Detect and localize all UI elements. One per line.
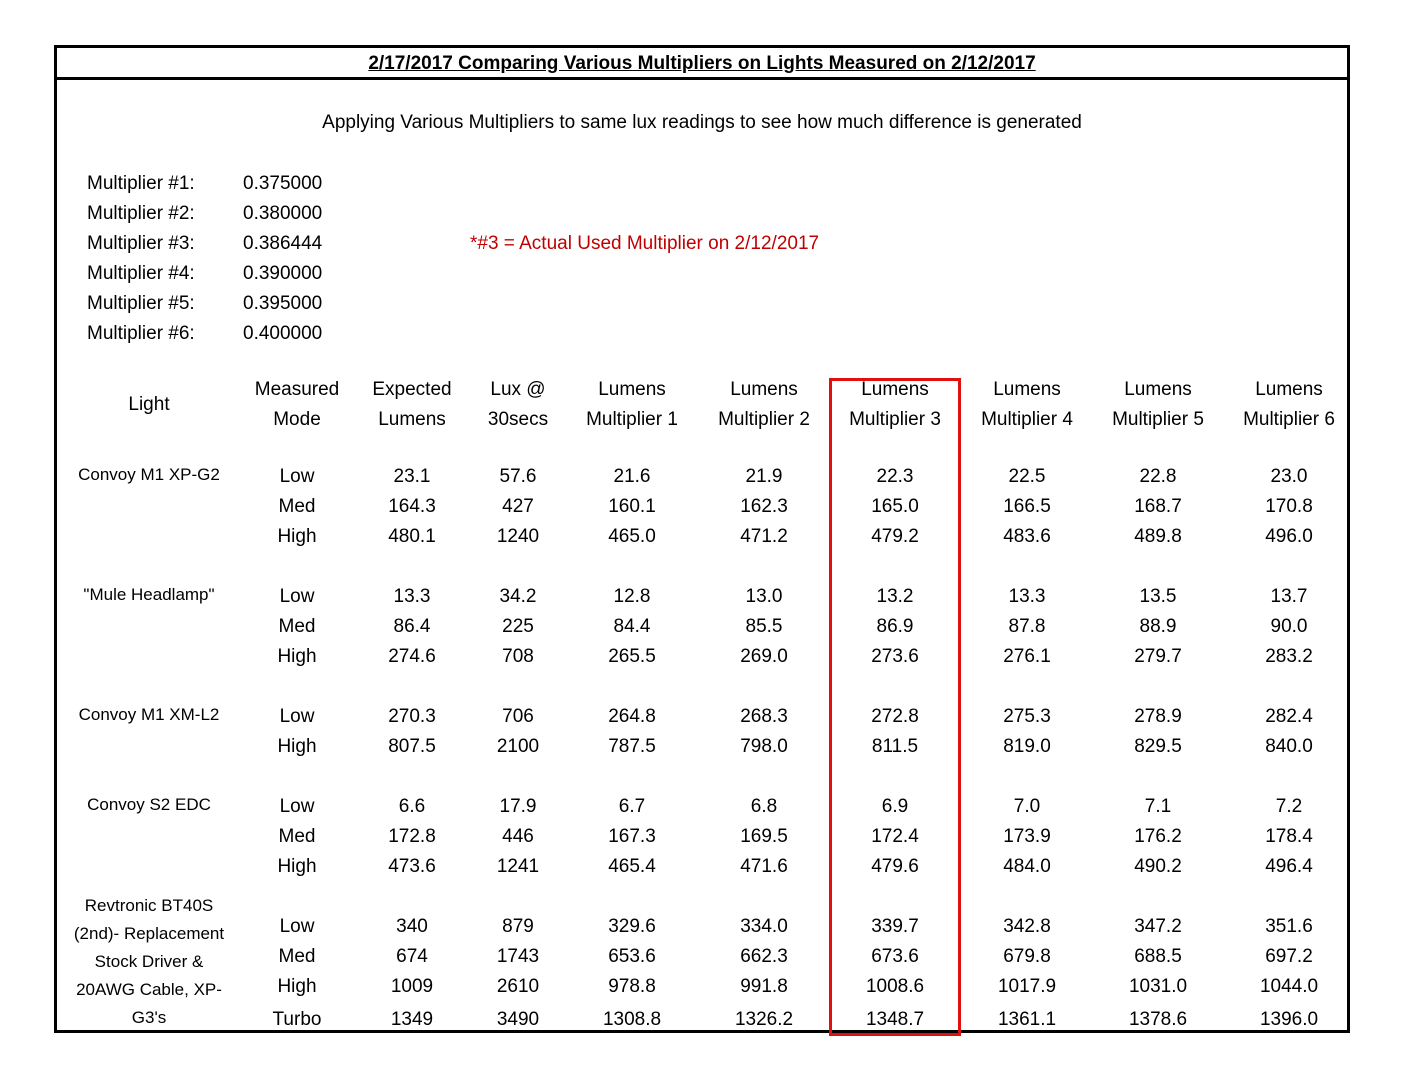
mode-cell: High xyxy=(277,856,317,877)
value-cell: 1031.0 xyxy=(1128,976,1188,997)
column-header-line: Lumens xyxy=(993,379,1061,400)
value-cell: 1378.6 xyxy=(1128,1009,1188,1030)
column-header-line: Multiplier 3 xyxy=(849,409,941,430)
value-cell: 278.9 xyxy=(1134,706,1182,727)
value-cell: 169.5 xyxy=(740,826,788,847)
column-header-line: Lumens xyxy=(1255,379,1323,400)
value-cell: 465.4 xyxy=(608,856,656,877)
value-cell: 12.8 xyxy=(613,586,651,607)
value-cell: 13.2 xyxy=(876,586,914,607)
mode-cell: High xyxy=(277,976,317,997)
value-cell: 798.0 xyxy=(740,736,788,757)
mode-cell: Low xyxy=(279,706,315,727)
light-name-line: G3's xyxy=(131,1008,167,1027)
value-cell: 674 xyxy=(396,946,428,967)
value-cell: 34.2 xyxy=(499,586,537,607)
value-cell: 86.4 xyxy=(393,616,431,637)
value-cell: 13.0 xyxy=(745,586,783,607)
value-cell: 13.5 xyxy=(1139,586,1177,607)
value-cell: 483.6 xyxy=(1003,526,1051,547)
value-cell: 1308.8 xyxy=(602,1009,662,1030)
mode-cell: Turbo xyxy=(272,1009,322,1030)
value-cell: 7.2 xyxy=(1275,796,1303,817)
value-cell: 166.5 xyxy=(1003,496,1051,517)
value-cell: 1241 xyxy=(496,856,540,877)
value-cell: 471.6 xyxy=(740,856,788,877)
light-name-line: Convoy M1 XP-G2 xyxy=(78,465,220,484)
multiplier-row xyxy=(87,319,322,349)
mode-cell: Med xyxy=(278,946,316,967)
column-header-line: Multiplier 1 xyxy=(586,409,678,430)
multiplier-label: Multiplier #1: xyxy=(87,173,195,194)
value-cell: 473.6 xyxy=(388,856,436,877)
value-cell: 1009 xyxy=(390,976,434,997)
value-cell: 164.3 xyxy=(388,496,436,517)
value-cell: 272.8 xyxy=(871,706,919,727)
light-name xyxy=(57,701,241,729)
value-cell: 282.4 xyxy=(1265,706,1313,727)
value-cell: 21.9 xyxy=(745,466,783,487)
value-cell: 23.0 xyxy=(1270,466,1308,487)
multiplier-row xyxy=(87,289,322,319)
light-name xyxy=(57,892,241,1032)
column-header xyxy=(84,390,214,420)
value-cell: 6.9 xyxy=(881,796,909,817)
value-cell: 88.9 xyxy=(1139,616,1177,637)
mode-cell: High xyxy=(277,646,317,667)
column-header-line: Multiplier 6 xyxy=(1243,409,1335,430)
value-cell: 173.9 xyxy=(1003,826,1051,847)
value-cell: 1017.9 xyxy=(997,976,1057,997)
column-header xyxy=(453,375,583,435)
value-cell: 329.6 xyxy=(608,916,656,937)
value-cell: 2100 xyxy=(496,736,540,757)
value-cell: 273.6 xyxy=(871,646,919,667)
value-cell: 829.5 xyxy=(1134,736,1182,757)
light-name-line: "Mule Headlamp" xyxy=(83,585,215,604)
column-header-line: Lumens xyxy=(598,379,666,400)
multiplier-value: 0.390000 xyxy=(243,263,323,284)
value-cell: 13.3 xyxy=(393,586,431,607)
value-cell: 879 xyxy=(502,916,534,937)
value-cell: 479.2 xyxy=(871,526,919,547)
value-cell: 1743 xyxy=(496,946,540,967)
light-name-line: 20AWG Cable, XP- xyxy=(76,980,222,999)
value-cell: 22.5 xyxy=(1008,466,1046,487)
value-cell: 168.7 xyxy=(1134,496,1182,517)
light-name-line: Revtronic BT40S xyxy=(84,896,214,915)
light-name-line: Stock Driver & xyxy=(94,952,204,971)
value-cell: 708 xyxy=(502,646,534,667)
mode-cell: Med xyxy=(278,616,316,637)
column-header xyxy=(567,375,697,435)
mode-cell: Med xyxy=(278,826,316,847)
value-cell: 479.6 xyxy=(871,856,919,877)
value-cell: 697.2 xyxy=(1265,946,1313,967)
light-name xyxy=(57,461,241,489)
value-cell: 1348.7 xyxy=(865,1009,925,1030)
column-header xyxy=(962,375,1092,435)
value-cell: 90.0 xyxy=(1270,616,1308,637)
column-header xyxy=(699,375,829,435)
value-cell: 1361.1 xyxy=(997,1009,1057,1030)
value-cell: 17.9 xyxy=(499,796,537,817)
multiplier-row xyxy=(87,199,322,229)
column-header-line: Lumens xyxy=(730,379,798,400)
value-cell: 7.1 xyxy=(1144,796,1172,817)
value-cell: 162.3 xyxy=(740,496,788,517)
value-cell: 283.2 xyxy=(1265,646,1313,667)
value-cell: 21.6 xyxy=(613,466,651,487)
value-cell: 339.7 xyxy=(871,916,919,937)
mode-cell: High xyxy=(277,736,317,757)
multiplier-value: 0.395000 xyxy=(243,293,323,314)
column-header xyxy=(1093,375,1223,435)
value-cell: 275.3 xyxy=(1003,706,1051,727)
value-cell: 160.1 xyxy=(608,496,656,517)
value-cell: 347.2 xyxy=(1134,916,1182,937)
multiplier-row xyxy=(87,229,322,259)
value-cell: 6.7 xyxy=(618,796,646,817)
light-name xyxy=(57,791,241,819)
value-cell: 276.1 xyxy=(1003,646,1051,667)
column-header-line: Light xyxy=(128,394,170,415)
value-cell: 167.3 xyxy=(608,826,656,847)
multiplier-value: 0.386444 xyxy=(243,233,323,254)
light-name-line: Convoy S2 EDC xyxy=(87,795,211,814)
light-name-line: (2nd)- Replacement xyxy=(73,924,225,943)
column-header-line: 30secs xyxy=(487,409,549,430)
value-cell: 13.7 xyxy=(1270,586,1308,607)
value-cell: 484.0 xyxy=(1003,856,1051,877)
value-cell: 176.2 xyxy=(1134,826,1182,847)
value-cell: 811.5 xyxy=(871,736,919,757)
value-cell: 1044.0 xyxy=(1259,976,1319,997)
value-cell: 991.8 xyxy=(740,976,788,997)
mode-cell: Low xyxy=(279,796,315,817)
value-cell: 172.4 xyxy=(871,826,919,847)
multiplier-value: 0.380000 xyxy=(243,203,323,224)
value-cell: 86.9 xyxy=(876,616,914,637)
multiplier-row xyxy=(87,259,322,289)
value-cell: 165.0 xyxy=(871,496,919,517)
value-cell: 22.8 xyxy=(1139,466,1177,487)
value-cell: 1396.0 xyxy=(1259,1009,1319,1030)
value-cell: 446 xyxy=(502,826,534,847)
value-cell: 1240 xyxy=(496,526,540,547)
mode-cell: Low xyxy=(279,586,315,607)
value-cell: 819.0 xyxy=(1003,736,1051,757)
column-header xyxy=(232,375,362,435)
value-cell: 465.0 xyxy=(608,526,656,547)
multiplier-row xyxy=(87,169,322,199)
multiplier-note: *#3 = Actual Used Multiplier on 2/12/2017 xyxy=(470,233,820,254)
value-cell: 23.1 xyxy=(393,466,431,487)
value-cell: 1008.6 xyxy=(865,976,925,997)
value-cell: 265.5 xyxy=(608,646,656,667)
column-header-line: Lumens xyxy=(861,379,929,400)
value-cell: 6.6 xyxy=(398,796,426,817)
value-cell: 427 xyxy=(502,496,534,517)
value-cell: 340 xyxy=(396,916,428,937)
value-cell: 3490 xyxy=(496,1009,540,1030)
value-cell: 172.8 xyxy=(388,826,436,847)
value-cell: 496.4 xyxy=(1265,856,1313,877)
value-cell: 679.8 xyxy=(1003,946,1051,967)
value-cell: 480.1 xyxy=(388,526,436,547)
sheet-subtitle: Applying Various Multipliers to same lux readings to see how much difference is generated xyxy=(322,112,1082,133)
multiplier-label: Multiplier #6: xyxy=(87,323,195,344)
value-cell: 2610 xyxy=(496,976,540,997)
value-cell: 274.6 xyxy=(388,646,436,667)
multiplier-label: Multiplier #2: xyxy=(87,203,195,224)
value-cell: 1349 xyxy=(390,1009,434,1030)
value-cell: 84.4 xyxy=(613,616,651,637)
value-cell: 787.5 xyxy=(608,736,656,757)
value-cell: 225 xyxy=(502,616,534,637)
column-header-line: Measured xyxy=(254,379,340,400)
value-cell: 978.8 xyxy=(608,976,656,997)
value-cell: 688.5 xyxy=(1134,946,1182,967)
value-cell: 653.6 xyxy=(608,946,656,967)
mode-cell: Low xyxy=(279,466,315,487)
multiplier-value: 0.400000 xyxy=(243,323,323,344)
value-cell: 807.5 xyxy=(388,736,436,757)
value-cell: 1326.2 xyxy=(734,1009,794,1030)
column-header-line: Lumens xyxy=(378,409,446,430)
value-cell: 489.8 xyxy=(1134,526,1182,547)
value-cell: 673.6 xyxy=(871,946,919,967)
multiplier-value: 0.375000 xyxy=(243,173,323,194)
value-cell: 269.0 xyxy=(740,646,788,667)
value-cell: 490.2 xyxy=(1134,856,1182,877)
value-cell: 22.3 xyxy=(876,466,914,487)
value-cell: 334.0 xyxy=(740,916,788,937)
value-cell: 496.0 xyxy=(1265,526,1313,547)
mode-cell: Low xyxy=(279,916,315,937)
value-cell: 178.4 xyxy=(1265,826,1313,847)
value-cell: 264.8 xyxy=(608,706,656,727)
value-cell: 87.8 xyxy=(1008,616,1046,637)
value-cell: 840.0 xyxy=(1265,736,1313,757)
light-name xyxy=(57,581,241,609)
value-cell: 342.8 xyxy=(1003,916,1051,937)
multiplier-label: Multiplier #4: xyxy=(87,263,195,284)
value-cell: 170.8 xyxy=(1265,496,1313,517)
column-header-line: Multiplier 4 xyxy=(981,409,1073,430)
value-cell: 6.8 xyxy=(750,796,778,817)
value-cell: 270.3 xyxy=(388,706,436,727)
value-cell: 471.2 xyxy=(740,526,788,547)
value-cell: 351.6 xyxy=(1265,916,1313,937)
spreadsheet-sheet xyxy=(54,45,1350,1033)
value-cell: 706 xyxy=(502,706,534,727)
value-cell: 57.6 xyxy=(499,466,537,487)
value-cell: 13.3 xyxy=(1008,586,1046,607)
sheet-title: 2/17/2017 Comparing Various Multipliers on Lights Measured on 2/12/2017 xyxy=(57,48,1347,80)
value-cell: 279.7 xyxy=(1134,646,1182,667)
light-name-line: Convoy M1 XM-L2 xyxy=(78,705,220,724)
multiplier-label: Multiplier #3: xyxy=(87,233,195,254)
column-header xyxy=(1224,375,1354,435)
column-header xyxy=(830,375,960,435)
column-header-line: Expected xyxy=(372,379,452,400)
column-header-line: Lumens xyxy=(1124,379,1192,400)
column-header-line: Mode xyxy=(273,409,321,430)
value-cell: 268.3 xyxy=(740,706,788,727)
column-header-line: Multiplier 5 xyxy=(1112,409,1204,430)
mode-cell: High xyxy=(277,526,317,547)
value-cell: 7.0 xyxy=(1013,796,1041,817)
multiplier-label: Multiplier #5: xyxy=(87,293,195,314)
mode-cell: Med xyxy=(278,496,316,517)
value-cell: 662.3 xyxy=(740,946,788,967)
column-header-line: Multiplier 2 xyxy=(718,409,810,430)
column-header-line: Lux @ xyxy=(490,379,546,400)
value-cell: 85.5 xyxy=(745,616,783,637)
